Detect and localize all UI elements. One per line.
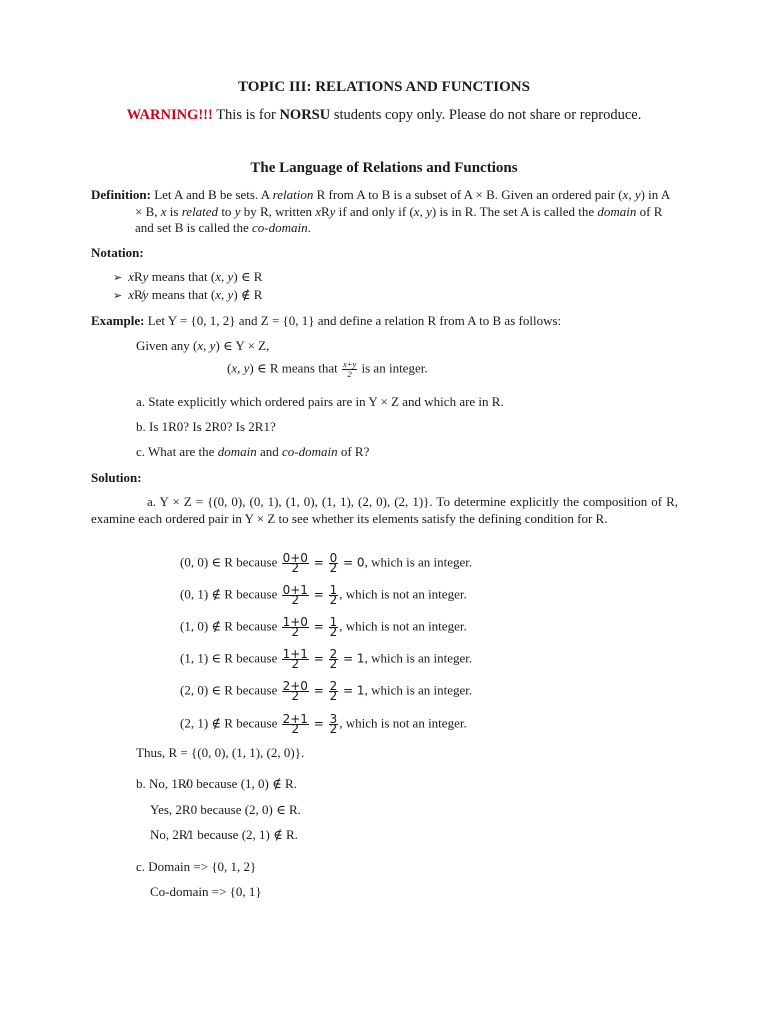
fraction [329,647,339,671]
relation-symbol: R [134,269,143,284]
solution-c-line: Co-domain => {0, 1} [150,884,262,899]
equals: = [309,587,328,602]
var-y: y [634,187,641,202]
definition-text: ) in A × B, [135,187,670,219]
example-given [136,338,269,354]
warning-text-post: students copy only. Please do not share or reproduce. [330,107,642,123]
fraction [282,583,309,607]
notation-item-2 [113,287,262,303]
example-text: ) ∈ R means that [249,360,341,376]
notation-text: means that ( [148,287,216,302]
fraction [329,712,339,736]
example-condition [227,360,428,379]
notation-text: ) ∉ R [233,287,263,302]
check-row [180,551,473,575]
var-x: x [215,287,222,302]
not-relation-symbol: R̸ [134,287,143,302]
example-text: , [203,338,210,353]
question-c [136,444,369,460]
var-y: y [243,360,250,376]
fraction-denominator: 2 [329,561,338,575]
equals: = [309,716,328,731]
fraction-numerator: 1+0 [282,615,308,629]
var-y: y [234,203,241,219]
question-text: of R? [337,444,370,459]
var-x: x [128,269,134,284]
check-pair: (1, 0) ∉ R because [180,618,281,634]
question-b: b. Is 1R0? Is 2R0? Is 2R1? [136,419,276,434]
fraction-denominator: 2 [329,689,338,703]
example-text: Let Y = {0, 1, 2} and Z = {0, 1} and define a relation R from A to B as follows: [144,313,562,328]
example-text: Given any ( [136,338,198,353]
fraction-numerator: 1+1 [282,647,308,661]
fraction-denominator: 2 [291,593,300,607]
fraction [282,712,309,736]
check-row [180,679,473,703]
term-domain: domain [597,203,637,219]
warning-org: NORSU [279,107,331,123]
solution-b-line: No, 2R̸1 because (2, 1) ∉ R. [150,827,298,842]
var-y: y [426,203,432,219]
equals: = [309,683,328,698]
var-x: x [215,269,222,284]
question-text: c. What are the [136,444,218,459]
fraction [329,583,339,607]
example-text: is an integer. [358,360,428,376]
equals: = [309,651,328,666]
term-relation: relation [272,187,314,202]
term-domain: domain [217,444,257,459]
fraction-denominator: 2 [291,657,300,671]
notation-label: Notation: [91,245,144,260]
example-text: ) ∈ Y × Z, [215,338,270,353]
var-x: x [622,187,629,202]
check-tail: , which is an integer. [364,554,473,570]
var-y: y [227,269,234,284]
check-pair: (1, 1) ∈ R because [180,650,281,666]
var-y: y [227,287,234,302]
fraction-denominator: 2 [291,625,300,639]
notation-text: , [221,269,228,284]
term-related: related [181,203,219,219]
fraction-denominator: 2 [329,657,338,671]
fraction [329,615,339,639]
definition-text: , [419,203,427,219]
result: = 0 [339,555,365,570]
notation-item-1 [113,269,262,285]
arrow-bullet-icon: ➢ [113,271,123,284]
check-tail: , which is not an integer. [339,715,467,731]
example-intro [91,313,561,329]
var-y: y [329,203,336,219]
warning-text-pre: This is for [212,107,280,123]
fraction [329,679,339,703]
fraction-denominator: 2 [329,593,338,607]
fraction-x-plus-y-over-2 [342,360,357,379]
var-x: x [197,338,204,353]
var-y: y [142,269,149,284]
solution-b-line: b. No, 1R̸0 because (1, 0) ∉ R. [136,776,297,791]
fraction-numerator: 1 [329,615,338,629]
check-tail: , which is an integer. [364,650,473,666]
warning-label: WARNING!!! [126,107,213,123]
fraction [282,551,309,575]
check-tail: , which is not an integer. [339,586,467,602]
term-codomain: co-domain [251,220,308,235]
check-row [180,583,467,607]
fraction [329,551,339,575]
example-text: , [237,360,244,376]
fraction-numerator: 3 [329,712,338,726]
check-pair: (2, 1) ∉ R because [180,715,281,731]
var-x: x [160,203,167,219]
solution-thus: Thus, R = {(0, 0), (1, 1), (2, 0)}. [136,745,305,760]
fraction [282,615,309,639]
fraction-denominator: 2 [291,561,300,575]
fraction-denominator: 2 [291,722,300,736]
fraction-numerator: 0 [329,551,338,565]
fraction-numerator: 1 [329,583,338,597]
check-row [180,615,467,639]
definition-text: R [321,203,330,219]
check-pair: (0, 0) ∈ R because [180,554,281,570]
var-x: x [128,287,134,302]
solution-label: Solution: [91,470,142,485]
fraction-numerator: 0+1 [282,583,308,597]
definition-text: of R and set B is called the [135,203,663,235]
notation-text: means that ( [148,269,216,284]
definition-paragraph [91,187,678,237]
definition-text: if and only if ( [335,203,414,219]
term-codomain: co-domain [281,444,338,459]
check-row [180,647,473,671]
definition-text: Let A and B be sets. A [150,187,273,202]
fraction-numerator: 2 [329,647,338,661]
fraction-numerator: 2+1 [282,712,308,726]
notation-text: ) ∈ R [233,269,263,284]
fraction-numerator: 2+0 [282,679,308,693]
definition-text: ) is in R. The set A is called the [431,203,598,219]
question-a: a. State explicitly which ordered pairs are in Y × Z and which are in R. [136,394,504,409]
check-row [180,712,467,736]
var-y: y [209,338,216,353]
fraction-numerator: 2 [329,679,338,693]
section-heading: The Language of Relations and Functions [250,160,518,176]
arrow-bullet-icon: ➢ [113,289,123,302]
check-tail: , which is an integer. [364,682,473,698]
var-y: y [142,287,149,302]
example-label: Example: [91,313,145,328]
definition-text: . [307,220,311,235]
definition-text: is [166,203,182,219]
notation-text: , [221,287,228,302]
definition-text: R from A to B is a subset of A × B. Given an ordered pair ( [313,187,623,202]
definition-text: by R, written [240,203,316,219]
check-pair: (0, 1) ∉ R because [180,586,281,602]
fraction-numerator: 0+0 [282,551,308,565]
fraction-denominator: 2 [291,689,300,703]
fraction [282,647,309,671]
solution-c-line: c. Domain => {0, 1, 2} [136,859,257,874]
definition-label: Definition: [91,187,151,202]
fraction-denominator: 2 [329,625,338,639]
topic-title: TOPIC III: RELATIONS AND FUNCTIONS [237,79,530,95]
result: = 1 [339,651,365,666]
var-x: x [413,203,420,219]
question-text: and [256,444,282,459]
fraction-numerator: x+y [342,359,357,369]
solution-b-line: Yes, 2R0 because (2, 0) ∈ R. [150,802,301,817]
solution-part-a: a. Y × Z = {(0, 0), (0, 1), (1, 0), (1, 1), (2, 0), (2, 1)}. To determine explicitly the composition of R, examine each ordered pair in Y × Z to see whether its elements satisfy the defining condition for R. [91,494,678,526]
warning-line [0,107,768,124]
definition-text: , [628,187,635,202]
fraction-denominator: 2 [329,722,338,736]
var-x: x [315,203,321,219]
check-pair: (2, 0) ∈ R because [180,682,281,698]
result: = 1 [339,683,365,698]
definition-text: to [218,203,235,219]
equals: = [309,555,328,570]
fraction [282,679,309,703]
var-x: x [231,360,238,376]
example-text: ( [227,360,232,376]
check-tail: , which is not an integer. [339,618,467,634]
fraction-denominator: 2 [347,369,352,379]
equals: = [309,619,328,634]
